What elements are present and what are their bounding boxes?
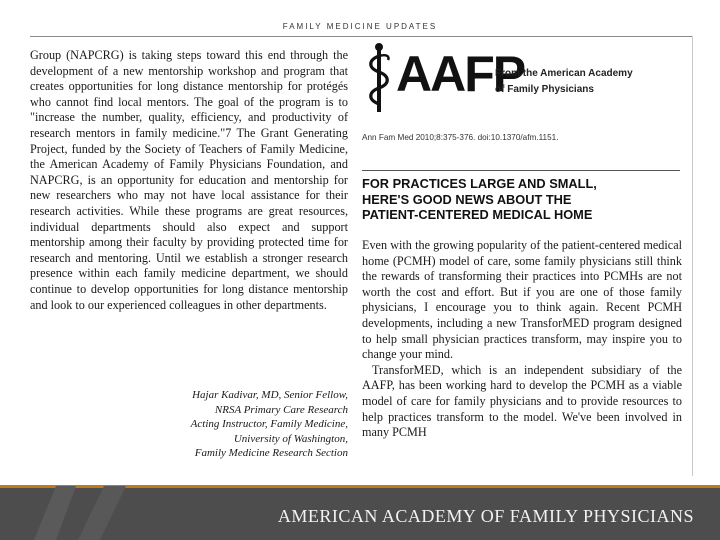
author-signature xyxy=(120,388,348,461)
caduceus-icon xyxy=(364,42,394,114)
signature-line: University of Washington, xyxy=(233,432,348,445)
article-title-line: HERE'S GOOD NEWS ABOUT THE xyxy=(362,191,572,207)
section-label: FAMILY MEDICINE UPDATES xyxy=(282,22,438,31)
signature-line: NRSA Primary Care Research xyxy=(214,403,348,416)
footer-organization: AMERICAN ACADEMY OF FAMILY PHYSICIANS xyxy=(277,506,694,526)
article-paragraph: TransforMED, which is an independent subsidiary of the AAFP, has been working hard to develop the PCMH as a viable model of care for family physicians and to provide resources to help practices transform to the model. We've been involved in many PCMH xyxy=(362,362,682,440)
header-rule xyxy=(30,36,692,37)
signature-line: Acting Instructor, Family Medicine, xyxy=(190,418,348,431)
article-rule xyxy=(362,170,680,171)
citation: Ann Fam Med 2010;8:375-376. doi:10.1370/afm.1151. xyxy=(362,133,559,142)
signature-line: Family Medicine Research Section xyxy=(194,447,348,460)
article-title-line: FOR PRACTICES LARGE AND SMALL, xyxy=(362,176,597,191)
aafp-wordmark: AAFP xyxy=(396,46,525,102)
left-paragraph: Group (NAPCRG) is taking steps toward this end through the development of a new mentorship workshop and program that creates opportunities for long distance mentorship for protégés who cannot find local mentors. The goal of the program is to "increase the number, quality, efficiency, and productivity of research mentors in family medicine."7 The Grant Generating Project, funded by the Society of Teachers of Family Medicine, the American Academy of Family Physicians Foundation, and NAPCRG, is an opportunity for education and mentorship for new researchers who may not have local assistance for their research activities. While these programs are great resources, individual departments should also expect and support mentorship among their faculty by providing protected time for research and mentoring. Until we establish a stronger research presence within each family medicine department, we should continue to develop opportunities for long distance mentorship and look to our experienced colleagues in other departments. xyxy=(30,48,348,312)
aafp-subtitle-line: of Family Physicians xyxy=(495,84,594,95)
article-title xyxy=(362,176,682,223)
aafp-logo xyxy=(360,40,690,115)
swoosh-logo-mark xyxy=(26,478,136,540)
aafp-subtitle-line: From the American Academy xyxy=(495,68,633,79)
signature-line: Hajar Kadivar, MD, Senior Fellow, xyxy=(192,389,348,401)
aafp-subtitle xyxy=(495,66,633,98)
article-title-line: PATIENT-CENTERED MEDICAL HOME xyxy=(362,207,593,223)
right-margin-rule xyxy=(692,36,693,476)
left-column xyxy=(30,48,348,313)
article-paragraph: Even with the growing popularity of the patient-centered medical home (PCMH) model of care, some family physicians still think the rewards of transforming their practices into PCMHs are not worth the cost and effort. But if you are one of those family physicians, I encourage you to think again. Recent PCMH developments, including a new TransforMED program designed to help small physician practices transform, may inspire you to change your mind. xyxy=(362,238,682,362)
article-body xyxy=(362,238,682,441)
